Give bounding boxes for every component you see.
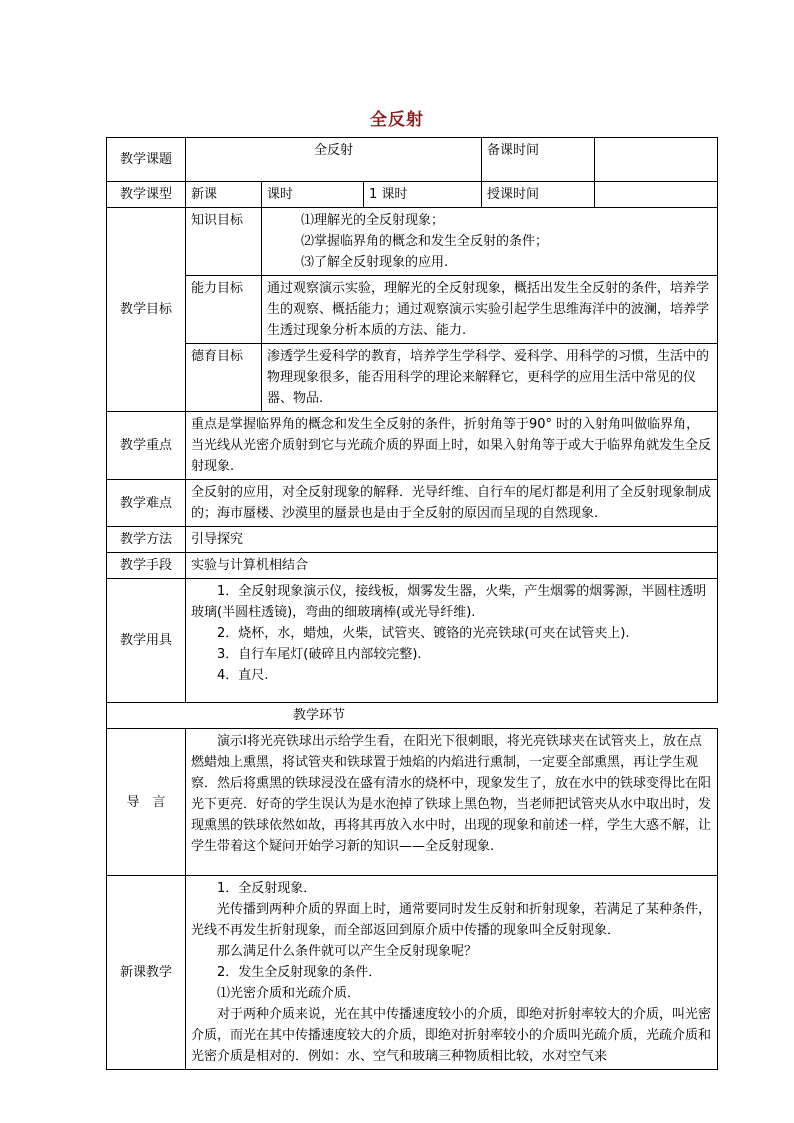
new-lesson-paragraph: 对于两种介质来说，光在其中传播速度较小的介质，即绝对折射率较大的介质，叫光密介质，而光在其中传播速度较大的介质，即绝对折射率较小的介质叫光疏介质，光疏介质和光密介质是相对的．例如：水、空气和玻璃三种物质相比较，水对空气来 [191,1007,712,1064]
label-means: 教学手段 [107,553,186,579]
moral-goals: 渗透学生爱科学的教育，培养学生学科学、爱科学、用科学的习惯，生活中的物理现象很多，能否用科学的理论来解释它，更科学的应用生活中常见的仪器、物品. [262,344,718,412]
label-prep-time: 备课时间 [482,138,595,182]
label-method: 教学方法 [107,527,186,553]
row-new-lesson [107,876,718,1070]
tools-list [186,579,718,703]
intro-paragraph: 演示Ⅰ将光亮铁球出示给学生看，在阳光下很刺眼，将光亮铁球夹在试管夹上，放在点燃蜡烛上熏黑，将试管夹和铁球置于烛焰的内焰进行熏制，一定要全部熏黑，再让学生观察．然后将熏黑的铁球浸没在盛有清水的烧杯中，现象发生了，放在水中的铁球变得比在阳光下更亮．好奇的学生误认为是水泡掉了铁球上黑色物，当老师把试管夹从水中取出时，发现熏黑的铁球依然如故，再将其再放入水中时，出现的现象和前述一样，学生大惑不解，让学生带着这个疑问开始学习新的知识——全反射现象. [191,734,712,854]
tools-item: 2．烧杯，水，蜡烛，火柴，试管夹、镀铬的光亮铁球(可夹在试管夹上). [217,626,630,641]
type-value: 新课 [186,182,262,208]
method-value: 引导探究 [186,527,718,553]
label-topic: 教学课题 [107,138,186,182]
difficulty-points: 全反射的应用，对全反射现象的解释．光导纤维、自行车的尾灯都是利用了全反射现象制成的；海市蜃楼、沙漠里的蜃景也是由于全反射的原因而呈现的自然现象. [186,480,718,527]
lesson-plan-table [106,137,718,1070]
intro-text [186,729,718,876]
knowledge-item: ⑴理解光的全反射现象； [301,213,445,228]
label-new-lesson: 新课教学 [107,876,186,1070]
new-lesson-paragraph: 2．发生全反射现象的条件． [217,965,382,980]
means-value: 实验与计算机相结合 [186,553,718,579]
knowledge-goals [262,208,718,276]
knowledge-item: ⑵掌握临界角的概念和发生全反射的条件； [301,234,549,249]
row-tools [107,579,718,703]
new-lesson-paragraph: 那么满足什么条件就可以产生全反射现象呢？ [217,944,478,959]
new-lesson-paragraph: ⑴光密介质和光疏介质． [217,986,361,1001]
row-topic [107,138,718,182]
prep-time-value [595,138,718,182]
topic-value: 全反射 [186,138,482,182]
row-goal-ability [107,276,718,344]
row-means [107,553,718,579]
label-knowledge: 知识目标 [186,208,262,276]
key-points: 重点是掌握临界角的概念和发生全反射的条件，折射角等于90° 时的入射角叫做临界角，当光线从光密介质射到它与光疏介质的界面上时，如果入射角等于或大于临界角就发生全反射现象. [186,412,718,480]
tools-item: 4．直尺. [217,668,269,683]
label-moral: 德育目标 [186,344,262,412]
label-ability: 能力目标 [186,276,262,344]
row-difficulty [107,480,718,527]
row-intro [107,729,718,876]
knowledge-item: ⑶了解全反射现象的应用. [301,255,449,270]
label-period: 课时 [262,182,364,208]
tools-item: 3．自行车尾灯(破碎且内部较完整). [217,647,422,662]
teach-time-value [595,182,718,208]
row-goal-knowledge [107,208,718,276]
period-value: 1 课时 [364,182,482,208]
label-key: 教学重点 [107,412,186,480]
row-goal-moral [107,344,718,412]
process-header: 教学环节 [107,703,718,729]
row-key [107,412,718,480]
new-lesson-paragraph: 光传播到两种介质的界面上时，通常要同时发生反射和折射现象，若满足了某种条件，光线不再发生折射现象，而全部返回到原介质中传播的现象叫全反射现象． [191,902,712,938]
page-title: 全反射 [370,110,424,130]
ability-goals: 通过观察演示实验，理解光的全反射现象，概括出发生全反射的条件，培养学生的观察、概括能力；通过观察演示实验引起学生思维海洋中的波澜，培养学生透过现象分析本质的方法、能力. [262,276,718,344]
new-lesson-text [186,876,718,1070]
label-goals: 教学目标 [107,208,186,412]
label-intro: 导 言 [107,729,186,876]
label-tools: 教学用具 [107,579,186,703]
new-lesson-paragraph: 1．全反射现象． [217,881,317,896]
row-method [107,527,718,553]
row-process-header [107,703,718,729]
label-teach-time: 授课时间 [482,182,595,208]
label-type: 教学课型 [107,182,186,208]
row-type [107,182,718,208]
tools-item: 1．全反射现象演示仪，接线板，烟雾发生器，火柴，产生烟雾的烟雾源，半圆柱透明玻璃(半圆柱透镜)，弯曲的细玻璃棒(或光导纤维). [191,584,707,620]
label-difficulty: 教学难点 [107,480,186,527]
